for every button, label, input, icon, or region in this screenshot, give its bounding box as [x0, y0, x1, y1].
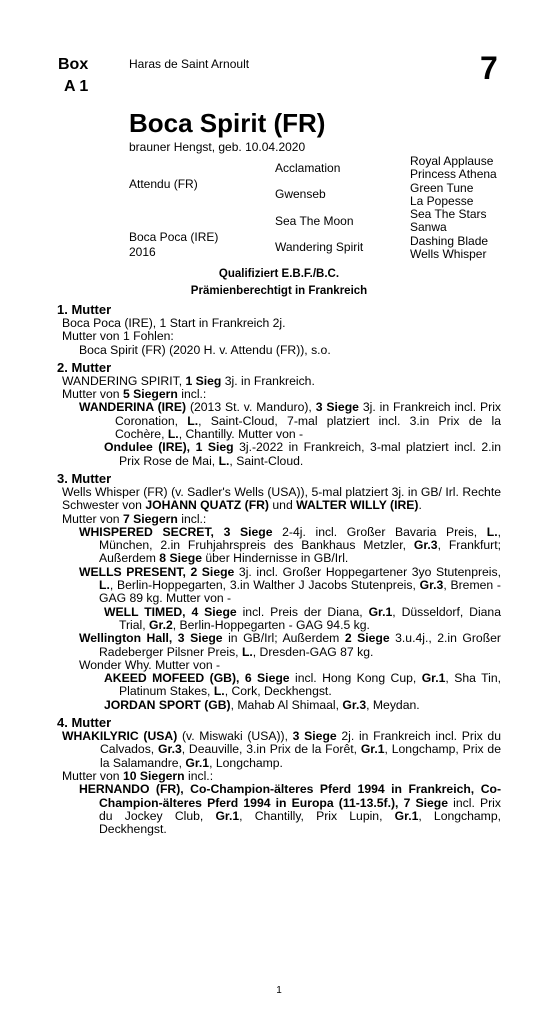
lot-number: 7 [480, 50, 498, 86]
section-title-3: 3. Mutter [57, 470, 112, 486]
m2-entry: WANDERING SPIRIT, 1 Sieg 3j. in Frankreich. [62, 373, 315, 388]
horse-name: Boca Spirit (FR) [129, 108, 326, 138]
page-number: 1 [276, 985, 282, 996]
pedigree-sire: Attendu (FR) [129, 177, 198, 191]
pedigree-gen3-8: Wells Whisper [410, 247, 487, 261]
section-title-1: 1. Mutter [57, 302, 112, 317]
entry-wells-present: WELLS PRESENT, 2 Siege 3j. incl. Großer Hoppegartener 3yo Stutenpreis, L., Berlin-Hoppegarten, 3.in Walther J Jacobs Stutenpreis, Gr.3, Bremen - GAG 89 kg. Mutter von - [79, 564, 501, 606]
pedigree-gen2-1: Acclamation [275, 161, 341, 175]
horse-description: brauner Hengst, geb. 10.04.2020 [129, 140, 306, 154]
pedigree-dam-year: 2016 [129, 245, 156, 259]
dam-line-content [57, 303, 501, 836]
premium-note: Prämienberechtigt in Frankreich [190, 285, 368, 297]
m2-mother-of: Mutter von 5 Siegern incl.: [62, 387, 207, 402]
box-number: A 1 [64, 78, 89, 95]
entry-ondulee: Ondulee (IRE), 1 Sieg 3j.-2022 in Frankreich, 3-mal platziert incl. 2.in Prix Rose de Mai, L., Saint-Cloud. [104, 440, 502, 468]
pedigree-gen3-4: La Popesse [410, 194, 474, 208]
breeder: Haras de Saint Arnoult [129, 57, 250, 71]
entry-well-timed: WELL TIMED, 4 Siege incl. Preis der Diana, Gr.1, Düsseldorf, Diana Trial, Gr.2, Berlin-Hoppegarten - GAG 94.5 kg. [104, 604, 501, 632]
box-label: Box [58, 56, 89, 73]
pedigree-gen3-1: Royal Applause [410, 154, 494, 168]
pedigree-gen3-6: Sanwa [410, 220, 447, 234]
entry-whakilyric: WHAKILYRIC (USA) (v. Miswaki (USA)), 3 Siege 2j. in Frankreich incl. Prix du Calvados, Gr.3, Deauville, 3.in Prix de la Forêt, Gr.1, Longchamp, Prix de la Salamandre, Gr.1, Longchamp. [62, 729, 501, 770]
entry-jordan-sport: JORDAN SPORT (GB), Mahab Al Shimaal, Gr.3, Meydan. [104, 697, 420, 712]
m4-mother-of: Mutter von 10 Siegern incl.: [62, 768, 214, 783]
m3-mother-of: Mutter von 7 Siegern incl.: [62, 511, 207, 526]
entry-wonder-why: Wonder Why. Mutter von - [79, 657, 221, 672]
entry-wellington-hall: Wellington Hall, 3 Siege in GB/Irl; Außerdem 2 Siege 3.u.4j., 2.in Großer Radeberger Pilsner Preis, L., Dresden-GAG 87 kg. [79, 631, 501, 659]
entry-akeed-mofeed: AKEED MOFEED (GB), 6 Siege incl. Hong Kong Cup, Gr.1, Sha Tin, Platinum Stakes, L., Cork, Deckhengst. [104, 671, 501, 699]
entry-whispered-secret: WHISPERED SECRET, 3 Siege 2-4j. incl. Großer Bavaria Preis, L., München, 2.in Fruhjahrspreis des Bankhaus Metzler, Gr.3, Frankfurt; Außerdem 8 Siege über Hindernisse in GB/Irl. [79, 524, 502, 566]
m1-line-2: Mutter von 1 Fohlen: [62, 329, 174, 344]
m1-line-3: Boca Spirit (FR) (2020 H. v. Attendu (FR)), s.o. [79, 342, 331, 357]
entry-wanderina: WANDERINA (IRE) (2013 St. v. Manduro), 3 Siege 3j. in Frankreich incl. Prix Coronation, L., Saint-Cloud, 7-mal platziert incl. 3.in Prix de la Cochère, L., Chantilly. Mutter von - [79, 400, 502, 442]
pedigree-gen3-2: Princess Athena [410, 167, 497, 181]
m3-entry: Wells Whisper (FR) (v. Sadler's Wells (USA)), 5-mal platziert 3j. in GB/ Irl. Rechte Schwester von JOHANN QUATZ (FR) und WALTER WILLY (IRE). [62, 484, 501, 513]
pedigree-dam: Boca Poca (IRE) [129, 230, 219, 244]
pedigree-gen3-7: Dashing Blade [410, 234, 489, 248]
section-title-2: 2. Mutter [57, 359, 112, 375]
pedigree-gen2-3: Sea The Moon [275, 214, 354, 228]
pedigree-gen2-4: Wandering Spirit [275, 240, 364, 254]
section-title-4: 4. Mutter [57, 715, 112, 731]
qualification-note: Qualifiziert E.B.F./B.C. [218, 268, 340, 280]
pedigree-gen3-3: Green Tune [410, 181, 474, 195]
pedigree-gen3-5: Sea The Stars [410, 207, 487, 221]
pedigree-gen2-2: Gwenseb [275, 187, 326, 201]
m1-line-1: Boca Poca (IRE), 1 Start in Frankreich 2j. [62, 316, 286, 330]
entry-hernando: HERNANDO (FR), Co-Champion-älteres Pferd 1994 in Frankreich, Co-Champion-älteres Pferd 1994 in Europa (11-13.5f.), 7 Siege incl. Prix du Jockey Club, Gr.1, Chantilly, Prix Lupin, Gr.1, Longchamp, Deckhengst. [79, 782, 501, 837]
